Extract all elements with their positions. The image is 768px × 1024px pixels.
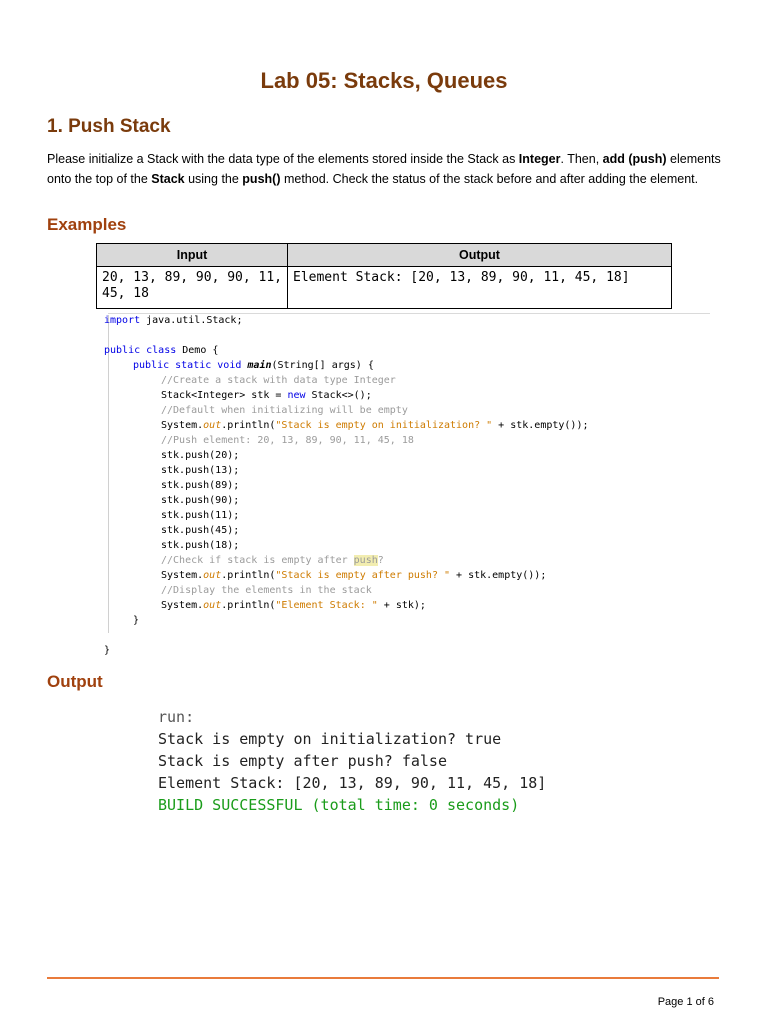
console-line: Element Stack: [20, 13, 89, 90, 11, 45, 18] [158,774,547,792]
code-line-push: stk.push(89); [161,480,240,491]
footer-divider [47,977,719,979]
page-title: Lab 05: Stacks, Queues [260,68,508,93]
code-line-push: stk.push(13); [161,465,240,476]
code-line-println-push: System.out.println("Stack is empty after push? " + stk.empty()); [161,570,547,581]
code-comment-default: //Default when initializing will be empty [161,405,408,416]
examples-heading: Examples [47,215,127,234]
code-listing [104,313,704,658]
code-line-println-elements: System.out.println("Element Stack: " + stk); [161,600,426,611]
section-heading: 1. Push Stack [47,116,171,137]
code-comment-push: //Push element: 20, 13, 89, 90, 11, 45, 18 [161,435,414,446]
output-heading: Output [47,672,103,691]
console-build-status: BUILD SUCCESSFUL (total time: 0 seconds) [158,796,520,814]
intro-paragraph: Please initialize a Stack with the data type of the elements stored inside the Stack as Integer. Then, add (push) elements onto the top of the Stack using the push() method. Check the status of the stack before and after adding the element. [47,152,721,186]
code-line-class: public class Demo { [104,345,219,356]
console-line: Stack is empty after push? false [158,752,447,770]
code-line-push: stk.push(45); [161,525,240,536]
code-close-method: } [133,615,140,626]
input-cell: 20, 13, 89, 90, 90, 11, 45, 18 [97,267,288,309]
code-comment-display: //Display the elements in the stack [161,585,372,596]
code-line-push: stk.push(90); [161,495,240,506]
code-gutter [108,315,109,633]
code-line-push: stk.push(11); [161,510,240,521]
code-line-import: import java.util.Stack; [104,315,243,326]
code-comment-create: //Create a stack with data type Integer [161,375,396,386]
output-cell: Element Stack: [20, 13, 89, 90, 11, 45, 18] [288,267,672,309]
console-line: Stack is empty on initialization? true [158,730,502,748]
code-line-main: public static void main(String[] args) { [133,360,374,371]
code-comment-check: //Check if stack is empty after push? [161,555,384,566]
code-close-class: } [104,645,111,656]
page-number: Page 1 of 6 [657,996,714,1008]
code-top-rule [108,313,710,314]
code-line-push: stk.push(20); [161,450,240,461]
input-header: Input [97,244,288,267]
console-run: run: [158,708,195,726]
output-header: Output [288,244,672,267]
examples-table [96,243,672,309]
code-line-println-init: System.out.println("Stack is empty on initialization? " + stk.empty()); [161,420,589,431]
code-line-declare: Stack<Integer> stk = new Stack<>(); [161,390,372,401]
code-line-push: stk.push(18); [161,540,240,551]
